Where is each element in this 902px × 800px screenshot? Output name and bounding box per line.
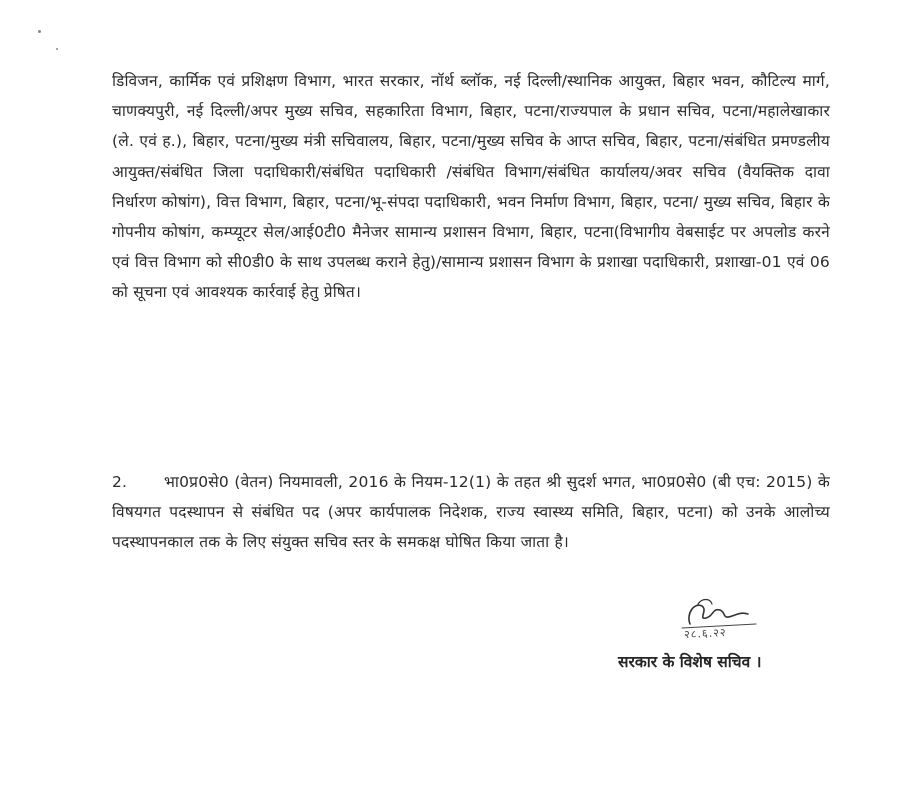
scan-speck [56, 48, 58, 50]
scan-speck [38, 30, 41, 33]
order-paragraph [112, 467, 830, 557]
signature-date: २८.६.२२ [683, 625, 727, 642]
order-paragraph-text: भा0प्र0से0 (वेतन) नियमावली, 2016 के नियम-12(1) के तहत श्री सुदर्श भगत, भा0प्र0से0 (बी एच: 2015) के विषयगत पदस्थापन से संबंधित पद (अपर कार्यपालक निदेशक, राज्य स्वास्थ्य समिति, बिहार, पटना) को उनके आलोच्य पदस्थापनकाल तक के लिए संयुक्त सचिव स्तर के समकक्ष घोषित किया जाता है। [112, 473, 830, 551]
distribution-paragraph: डिविजन, कार्मिक एवं प्रशिक्षण विभाग, भारत सरकार, नॉर्थ ब्लॉक, नई दिल्ली/स्थानिक आयुक्त, बिहार भवन, कौटिल्य मार्ग, चाणक्यपुरी, नई दिल्ली/अपर मुख्य सचिव, सहकारिता विभाग, बिहार, पटना/राज्यपाल के प्रधान सचिव, पटना/महालेखाकार (ले. एवं ह.), बिहार, पटना/मुख्य मंत्री सचिवालय, बिहार, पटना/मुख्य सचिव के आप्त सचिव, बिहार, पटना/संबंधित प्रमण्डलीय आयुक्त/संबंधित जिला पदाधिकारी/संबंधित पदाधिकारी /संबंधित विभाग/संबंधित कार्यालय/अवर सचिव (वैयक्तिक दावा निर्धारण कोषांग), वित्त विभाग, बिहार, पटना/भू-संपदा पदाधिकारी, भवन निर्माण विभाग, बिहार, पटना/ मुख्य सचिव, बिहार के गोपनीय कोषांग, कम्प्यूटर सेल/आई0टी0 मैनेजर सामान्य प्रशासन विभाग, बिहार, पटना(विभागीय वेबसाईट पर अपलोड करने एवं वित्त विभाग को सी0डी0 के साथ उपलब्ध कराने हेतु)/सामान्य प्रशासन विभाग के प्रशाखा पदाधिकारी, प्रशाखा-01 एवं 06 को सूचना एवं आवश्यक कार्रवाई हेतु प्रेषित। [112, 72, 830, 302]
signatory-designation: सरकार के विशेष सचिव । [618, 653, 762, 671]
paragraph-number: 2. [112, 473, 128, 491]
